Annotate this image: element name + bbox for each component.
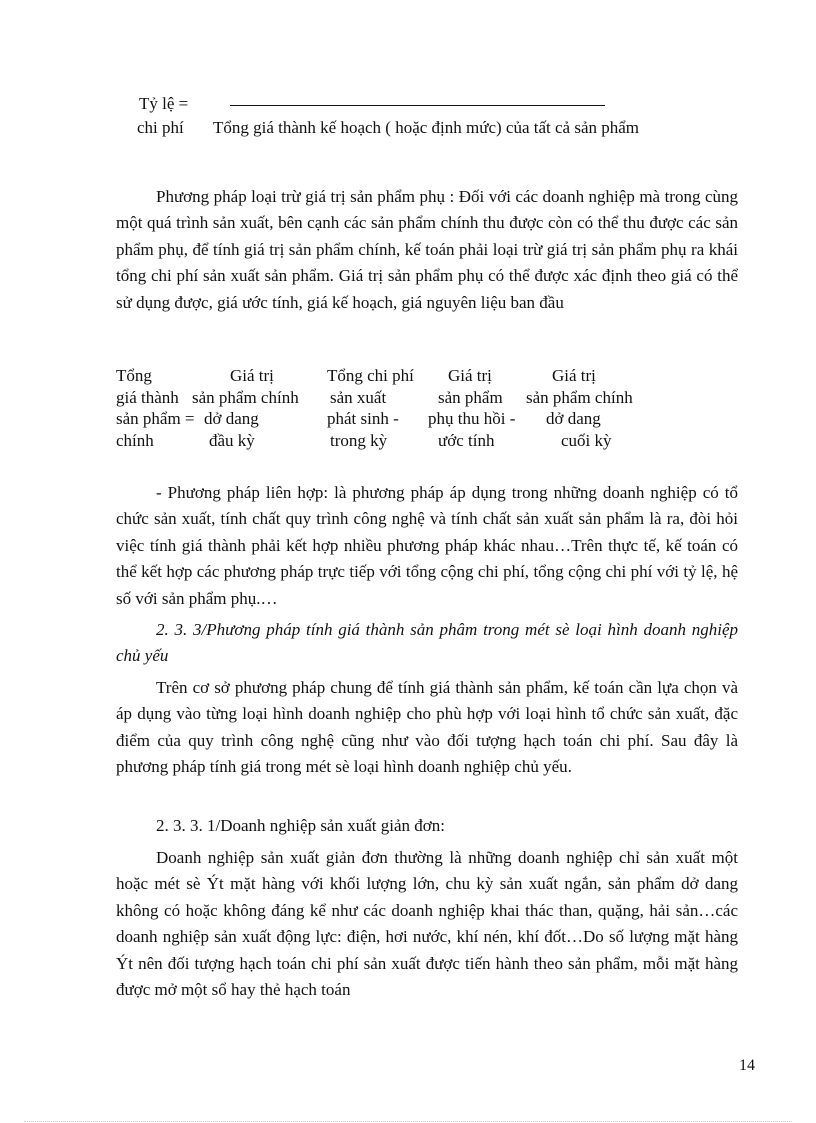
table-cell: trong kỳ (330, 430, 388, 450)
table-cell: cuối kỳ (561, 430, 612, 450)
table-cell: sản phẩm = (116, 409, 195, 428)
page-number: 14 (739, 1057, 755, 1074)
table-cell: ước tính (438, 430, 495, 450)
table-cell: phụ thu hồi - (428, 409, 516, 428)
table-row (116, 365, 676, 387)
formula-cost-label: chi phí (137, 118, 184, 137)
section-heading-2-3-3-1: 2. 3. 3. 1/Doanh nghiệp sản xuất giản đơn: (156, 816, 445, 835)
table-cell: đầu kỳ (209, 430, 255, 450)
table-cell: dở dang (546, 409, 601, 428)
table-row (116, 430, 676, 452)
formula-fraction-line (230, 105, 605, 106)
paragraph-combined-method: - Phương pháp liên hợp: là phương pháp áp dụng trong những doanh nghiệp có tổ chức sản xuất, tính chất quy trình công nghệ và tính chất sản xuất sản phẩm là ra, đòi hỏi việc tính giá thành phải kết hợp nhiều phương pháp khác nhau…Trên thực tế, kế toán có thể kết hợp các phương pháp trực tiếp với tổng cộng chi phí, tổng cộng chi phí với tỷ lệ, hệ số với sản phẩm phụ.… (116, 483, 738, 608)
table-cell: phát sinh - (327, 409, 399, 428)
table-cell: Tổng (116, 366, 152, 385)
page-bottom-border (24, 1121, 792, 1122)
paragraph-by-product-method: Phương pháp loại trừ giá trị sản phẩm phụ : Đối với các doanh nghiệp mà trong cùng một quá trình sản xuất, bên cạnh các sản phẩm chính thu được còn có thể thu được các sản phẩm phụ, để tính giá trị sản phẩm chính, kế toán phải loại trừ giá trị sản phẩm phụ ra khái tổng chi phí sản xuất sản phẩm. Giá trị sản phẩm phụ có thể được xác định theo giá có thể sử dụng được, giá ước tính, giá kế hoạch, giá nguyên liệu ban đầu (116, 187, 738, 312)
section-heading-2-3-3: 2. 3. 3/Phương pháp tính giá thành sản phâm trong mét sè loại hình doanh nghiệp chủ yếu (116, 620, 738, 666)
table-cell: Giá trị (448, 366, 492, 385)
table-cell: Giá trị (230, 366, 274, 385)
table-cell: giá thành (116, 387, 179, 407)
table-cell: sản phẩm (438, 387, 503, 407)
formula-denominator: Tổng giá thành kế hoạch ( hoặc định mức) của tất cả sản phẩm (213, 118, 640, 137)
table-row (116, 387, 676, 409)
table-cell: sản phẩm chính (192, 387, 299, 407)
product-cost-formula-table (116, 365, 676, 451)
table-cell: Tổng chi phí (327, 366, 414, 385)
table-row (116, 408, 676, 430)
table-cell: chính (116, 430, 154, 450)
table-cell: dở dang (204, 409, 259, 428)
table-cell: sản phẩm chính (526, 387, 633, 407)
formula-ratio-label: Tỷ lệ = (139, 94, 189, 113)
table-cell: sản xuất (330, 387, 387, 407)
table-cell: Giá trị (552, 366, 596, 385)
paragraph-simple-production: Doanh nghiệp sản xuất giản đơn thường là những doanh nghiệp chỉ sản xuất một hoặc mét sè Ýt mặt hàng với khối lượng lớn, chu kỳ sản xuất ngắn, sản phẩm dở dang không có hoặc không đáng kể như các doanh nghiệp khai thác than, quặng, hải sản…các doanh nghiệp sản xuất động lực: điện, hơi nước, khí nén, khí đốt…Do số lượng mặt hàng Ýt nên đối tượng hạch toán chi phí sản xuất được tiến hành theo sản phẩm, mỗi mặt hàng được mở một sổ hay thẻ hạch toán (116, 848, 738, 1000)
paragraph-method-overview: Trên cơ sở phương pháp chung để tính giá thành sản phẩm, kế toán cần lựa chọn và áp dụng vào từng loại hình doanh nghiệp cho phù hợp với loại hình tổ chức sản xuất, đặc điểm của quy trình công nghệ cũng như vào đối tượng hạch toán chi phí. Sau đây là phương pháp tính giá trong mét sè loại hình doanh nghiệp chủ yếu. (116, 678, 738, 777)
